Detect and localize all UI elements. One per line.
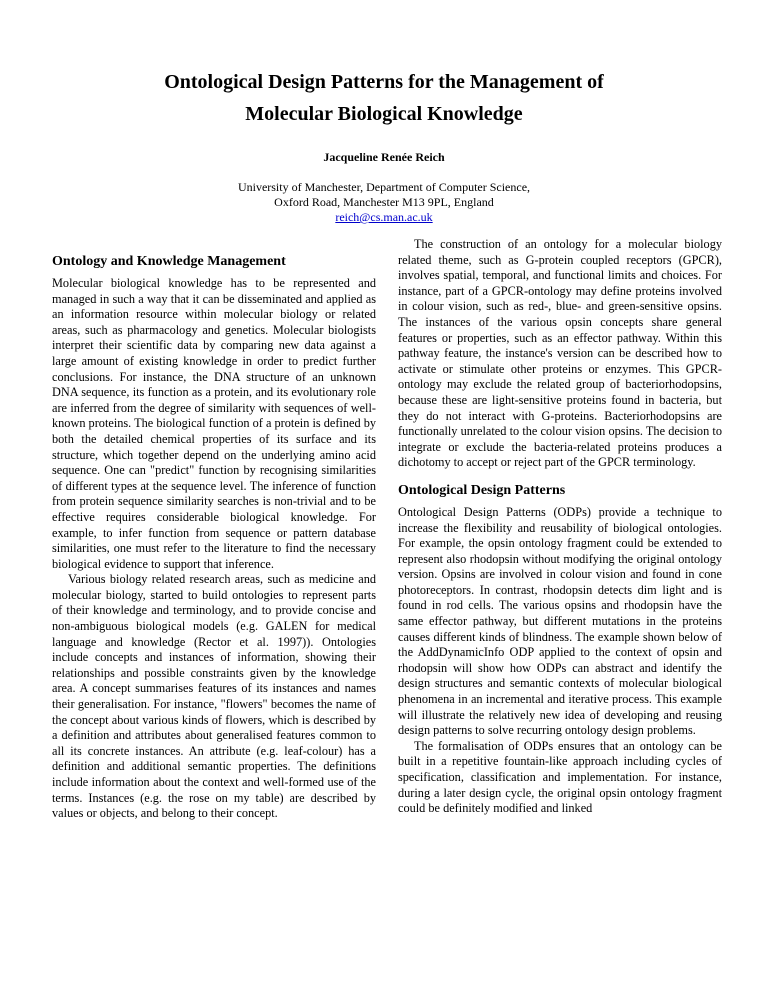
left-column (52, 254, 376, 822)
paragraph: The construction of an ontology for a molecular biology related theme, such as G-protein coupled receptors (GPCR), involves spatial, temporal, and functional limits and choices. For instance, part of a GPCR-ontology may define proteins involved in colour vision, such as red-, blue- and green-sensitive opsins. The instances of the various opsin concepts share general features or properties, such as an effector pathway. Within this pathway feature, the instance's version can be described how to activate or stimulate other proteins or enzymes. This GPCR-ontology may exclude the related group of bacteriorhodopsins, because these are light-sensitive proteins found in bacteria, but they do not interact with G-proteins. Bacteriorhodopsins are functionally unrelated to the colour vision opsins. The decision to integrate or exclude the bacteria-related proteins produces a dichotomy to accept or reject part of the GPCR terminology. (398, 237, 722, 470)
affiliation (0, 180, 768, 225)
paragraph: Molecular biological knowledge has to be represented and managed in such a way that it can be disseminated and applied as an information resource within molecular biology or related areas, such as pharmacology and genetics. Molecular biologists interpret their scientific data by comparing new data against a large amount of existing knowledge in order to predict further conclusions. For instance, the DNA structure of an unknown DNA sequence, its function as a protein, and its evolutionary role are inferred from the degree of similarity with sequences of well-known proteins. The biological function of a protein is defined by both the detailed chemical properties of its surface and its structure, which together depend on the underlying amino acid sequence. One can "predict" function by recognising similarities of different types at the sequence level. The inference of function from protein sequence similarity searches is non-trivial and to be effective requires considerable biological knowledge. For example, to infer function from sequence or pattern database similarities, one must refer to the literature to find the necessary biological evidence to support that inference. (52, 276, 376, 571)
title-line-2: Molecular Biological Knowledge (245, 103, 523, 125)
title-line-1: Ontological Design Patterns for the Management of (164, 71, 604, 93)
paper-title (0, 66, 768, 130)
affiliation-line-2: Oxford Road, Manchester M13 9PL, England (274, 195, 494, 209)
author-name: Jacqueline Renée Reich (323, 150, 445, 164)
affiliation-line-1: University of Manchester, Department of Computer Science, (237, 180, 531, 194)
paragraph: Ontological Design Patterns (ODPs) provide a technique to increase the flexibility and reusability of biological ontologies. For example, the opsin ontology fragment could be extended to represent also rhodopsin without modifying the original ontology version. Opsins are involved in colour vision and found in cone photoreceptors. In contrast, rhodopsin detects dim light and is found in rod cells. The various opsins and rhodopsin have the same effector pathway, but different mutations in the proteins causes different kinds of blindness. The example shown below of the AddDynamicInfo ODP applied to the context of opsin and rhodopsin will show how ODPs can abstract and identify the design structures and semantic contexts of molecular biological phenomena in an incremental and iterative process. This example will illustrate the relatively new idea of developing and reusing design patterns to solve recurring ontology design problems. (398, 504, 722, 738)
paragraph: Various biology related research areas, such as medicine and molecular biology, started to build ontologies to represent parts of their knowledge and terminology, and to provide concise and non-ambiguous biological models (e.g. GALEN for medical language and knowledge (Rector et al. 1997)). Ontologies include concepts and instances of information, showing their relationships and possible constraints given by the knowledge area. A concept summarises features of its instances and names their generalisation. For instance, "flowers" becomes the name of the concept about various kinds of flowers, which is described by a definition and attributes about generalised features common to all its concrete instances. An attribute (e.g. leaf-colour) has a definition and additional semantic properties. The definitions include information about the context and well-formed use of the terms. Instances (e.g. the rose on my table) are described by values or objects, and belong to their concept. (52, 572, 376, 821)
section-heading-odp: Ontological Design Patterns (398, 482, 566, 498)
right-column (398, 237, 722, 817)
paragraph: The formalisation of ODPs ensures that an ontology can be built in a repetitive fountain-like approach including cycles of specification, classification and implementation. For instance, during a later design cycle, the original opsin ontology fragment could be definitely modified and linked (398, 738, 722, 816)
section-heading-ontology: Ontology and Knowledge Management (52, 254, 286, 269)
email-link[interactable]: reich@cs.man.ac.uk (335, 210, 433, 224)
